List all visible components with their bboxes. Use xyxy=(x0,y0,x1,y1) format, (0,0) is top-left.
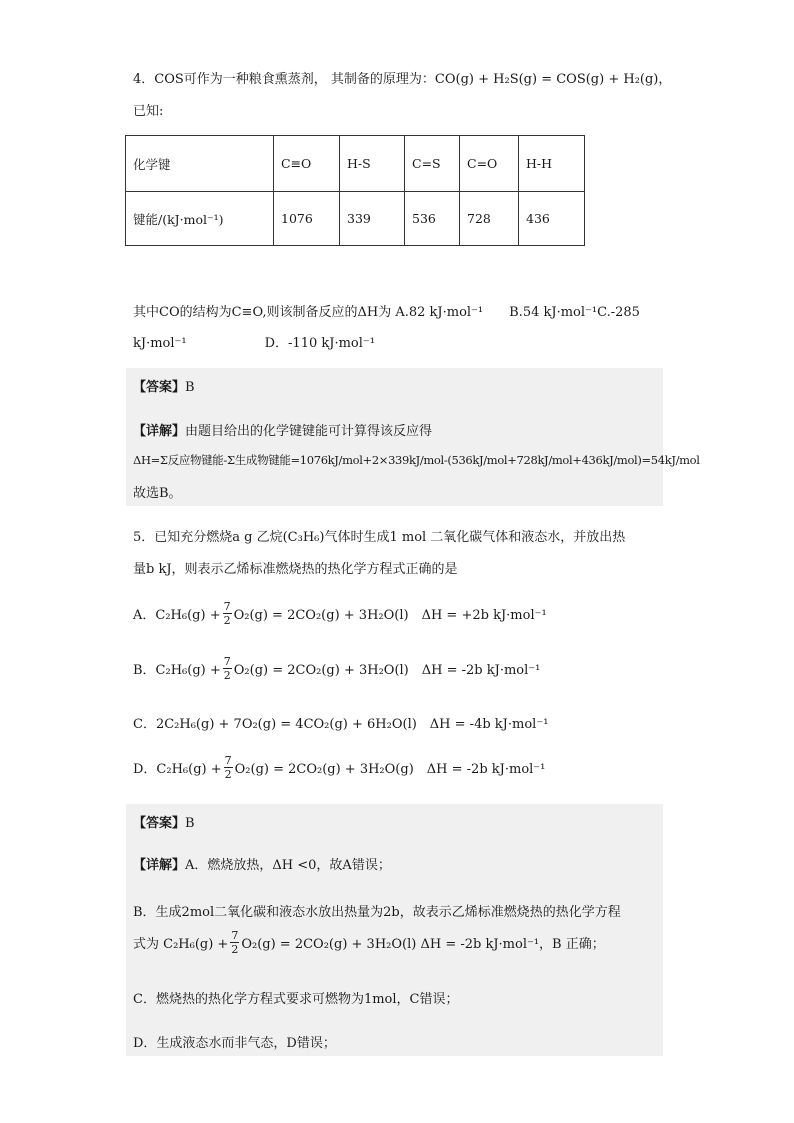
detail-prefix: 式为 C₂H₆(g) + xyxy=(133,937,229,952)
table-header-cell: C=O xyxy=(460,136,519,192)
table-header-cell: C≡O xyxy=(274,136,340,192)
table-cell: 728 xyxy=(460,192,519,246)
answer-label: 【答案】 xyxy=(133,380,186,395)
answer-value: B xyxy=(185,380,195,395)
q5-detail-a xyxy=(133,854,391,873)
option-rest: O₂(g) = 2CO₂(g) + 3H₂O(l) ΔH = -2b kJ·mol⁻¹ xyxy=(233,663,541,678)
detail-label: 【详解】 xyxy=(133,424,186,439)
table-header-cell: H-H xyxy=(519,136,585,192)
q5-option-b xyxy=(133,655,540,682)
table-header-cell: 化学键 xyxy=(126,136,274,192)
table-row xyxy=(126,192,585,246)
table-cell: 1076 xyxy=(274,192,340,246)
q5-detail-d: D．生成液态水而非气态，D错误； xyxy=(133,1036,336,1051)
q5-detail-b-line1: B．生成2mol二氧化碳和液态水放出热量为2b，故表示乙烯标准燃烧热的热化学方程 xyxy=(133,905,621,920)
table-cell: 436 xyxy=(519,192,585,246)
q4-stem: 4．COS可作为一种粮食熏蒸剂， 其制备的原理为： xyxy=(133,72,435,87)
table-header-cell: H-S xyxy=(340,136,405,192)
option-prefix: A．C₂H₆(g) + xyxy=(133,608,221,623)
answer-label: 【答案】 xyxy=(133,816,186,831)
table-cell: 536 xyxy=(405,192,460,246)
q5-detail-c: C．燃烧热的热化学方程式要求可燃物为1mol，C错误； xyxy=(133,992,459,1007)
q4-detail xyxy=(133,420,432,439)
q4-known: 已知: xyxy=(133,104,164,119)
table-cell: 339 xyxy=(340,192,405,246)
q5-answer xyxy=(133,812,195,831)
fraction-seven-halves xyxy=(224,754,233,781)
table-row-label: 键能/(kJ·mol⁻¹) xyxy=(126,192,274,246)
option-prefix: D．C₂H₆(g) + xyxy=(133,762,222,777)
fraction-seven-halves xyxy=(223,600,232,627)
q5-stem-line2: 量b kJ，则表示乙烯标准燃烧热的热化学方程式正确的是 xyxy=(133,562,458,577)
q4-conclusion: 故选B。 xyxy=(133,486,182,501)
option-rest: O₂(g) = 2CO₂(g) + 3H₂O(g) ΔH = -2b kJ·mol⁻¹ xyxy=(234,762,546,777)
fraction-seven-halves xyxy=(223,655,232,682)
q4-answer xyxy=(133,376,195,395)
detail-text: 由题目给出的化学键键能可计算得该反应得 xyxy=(185,424,433,439)
fraction-numerator: 7 xyxy=(223,600,231,613)
fraction-denominator: 2 xyxy=(223,669,231,682)
table-header-row xyxy=(126,136,585,192)
q4-options-line2: kJ·mol⁻¹ D．-110 kJ·mol⁻¹ xyxy=(133,336,375,351)
fraction-denominator: 2 xyxy=(223,614,231,627)
fraction-numerator: 7 xyxy=(224,754,232,767)
answer-value: B xyxy=(185,816,195,831)
option-rest: O₂(g) = 2CO₂(g) + 3H₂O(l) ΔH = +2b kJ·mol⁻¹ xyxy=(233,608,547,623)
fraction-seven-halves xyxy=(230,929,239,956)
detail-text: A．燃烧放热，ΔH <0，故A错误； xyxy=(185,858,391,873)
option-prefix: B．C₂H₆(g) + xyxy=(133,663,221,678)
detail-rest: O₂(g) = 2CO₂(g) + 3H₂O(l) ΔH = -2b kJ·mol⁻¹，B 正确； xyxy=(241,937,605,952)
q5-detail-b-line2 xyxy=(133,929,605,956)
table-header-cell: C=S xyxy=(405,136,460,192)
q4-detail-formula: ΔH=Σ反应物键能-Σ生成物键能=1076kJ/mol+2×339kJ/mol-(536kJ/mol+728kJ/mol+436kJ/mol)=54kJ/mol xyxy=(133,453,700,467)
fraction-denominator: 2 xyxy=(224,768,232,781)
fraction-denominator: 2 xyxy=(231,943,239,956)
detail-label: 【详解】 xyxy=(133,858,186,873)
bond-energy-table xyxy=(125,135,585,246)
fraction-numerator: 7 xyxy=(231,929,239,942)
q4-options-line1: 其中CO的结构为C≡O,则该制备反应的ΔH为 A.82 kJ·mol⁻¹ B.54 kJ·mol⁻¹C.-285 xyxy=(133,305,640,320)
q5-option-d xyxy=(133,754,545,781)
q4-stem-line xyxy=(133,68,671,87)
q5-option-c: C．2C₂H₆(g) + 7O₂(g) = 4CO₂(g) + 6H₂O(l) ΔH = -4b kJ·mol⁻¹ xyxy=(133,717,549,732)
q5-stem-line1: 5．已知充分燃烧a g 乙烷(C₃H₆)气体时生成1 mol 二氧化碳气体和液态水，并放出热 xyxy=(133,530,626,545)
q4-equation: CO(g) + H₂S(g) = COS(g) + H₂(g)， xyxy=(434,72,672,87)
q5-option-a xyxy=(133,600,547,627)
fraction-numerator: 7 xyxy=(223,655,231,668)
